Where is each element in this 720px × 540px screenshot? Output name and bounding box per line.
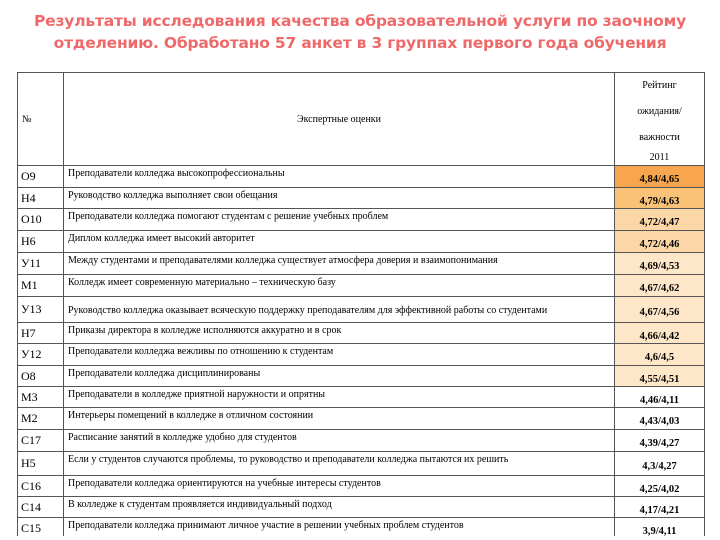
row-rating-value: 4,72/4,46 [615, 231, 705, 253]
row-description: Преподаватели в колледже приятной наружности и опрятны [64, 387, 615, 408]
row-rating-value: 3,9/4,11 [615, 518, 705, 539]
row-description: Колледж имеет современную материально – техническую базу [64, 275, 615, 297]
results-table [17, 72, 705, 539]
table-row [18, 344, 705, 366]
header-rating-line-1: Рейтинг [642, 80, 677, 91]
table-header-row [18, 73, 705, 166]
row-description: В колледже к студентам проявляется индивидуальный подход [64, 497, 615, 518]
table-row [18, 323, 705, 344]
row-description: Диплом колледжа имеет высокий авторитет [64, 231, 615, 253]
row-number: С15 [18, 518, 64, 539]
header-expert-ratings: Экспертные оценки [64, 73, 615, 166]
table-row [18, 166, 705, 188]
title-line-2: отделению. Обработано 57 анкет в 3 группах первого года обучения [53, 34, 667, 52]
row-description: Преподаватели колледжа вежливы по отношению к студентам [64, 344, 615, 366]
row-rating-value: 4,43/4,03 [615, 408, 705, 430]
row-number: У12 [18, 344, 64, 366]
row-number: С16 [18, 476, 64, 497]
row-rating-value: 4,67/4,56 [615, 297, 705, 323]
row-rating-value: 4,25/4,02 [615, 476, 705, 497]
bottom-cut [0, 536, 720, 540]
row-number: Н5 [18, 452, 64, 476]
table-row [18, 452, 705, 476]
row-description: Если у студентов случаются проблемы, то руководство и преподаватели колледжа пытаются их решить [64, 452, 615, 476]
row-rating-value: 4,46/4,11 [615, 387, 705, 408]
row-description: Преподаватели колледжа высокопрофессиональны [64, 166, 615, 188]
row-number: О9 [18, 166, 64, 188]
table-row [18, 231, 705, 253]
row-description: Между студентами и преподавателями колледжа существует атмосфера доверия и взаимопонимания [64, 253, 615, 275]
page-title [0, 10, 720, 54]
table-row [18, 297, 705, 323]
row-number: Н7 [18, 323, 64, 344]
table-row [18, 387, 705, 408]
header-rating [615, 73, 705, 166]
row-number: О8 [18, 366, 64, 387]
row-description: Преподаватели колледжа помогают студентам с решение учебных проблем [64, 209, 615, 231]
row-rating-value: 4,79/4,63 [615, 188, 705, 209]
row-number: М1 [18, 275, 64, 297]
table-row [18, 209, 705, 231]
row-description: Преподаватели колледжа дисциплинированы [64, 366, 615, 387]
row-rating-value: 4,72/4,47 [615, 209, 705, 231]
table-row [18, 497, 705, 518]
header-rating-line-2: ожидания/ [637, 106, 682, 117]
row-description: Руководство колледжа выполняет свои обещания [64, 188, 615, 209]
table-row [18, 253, 705, 275]
row-number: М2 [18, 408, 64, 430]
header-number: № [18, 73, 64, 166]
table-row [18, 188, 705, 209]
row-description: Приказы директора в колледже исполняются аккуратно и в срок [64, 323, 615, 344]
row-rating-value: 4,55/4,51 [615, 366, 705, 387]
row-description: Преподаватели колледжа принимают личное участие в решении учебных проблем студентов [64, 518, 615, 539]
row-rating-value: 4,39/4,27 [615, 430, 705, 452]
row-number: О10 [18, 209, 64, 231]
header-rating-line-3: важности [639, 132, 680, 143]
row-description: Расписание занятий в колледже удобно для студентов [64, 430, 615, 452]
row-rating-value: 4,3/4,27 [615, 452, 705, 476]
row-description: Интерьеры помещений в колледже в отличном состоянии [64, 408, 615, 430]
row-number: Н6 [18, 231, 64, 253]
row-rating-value: 4,66/4,42 [615, 323, 705, 344]
row-description: Руководство колледжа оказывает всяческую поддержку преподавателям для эффективной работы со студентами [64, 297, 615, 323]
row-rating-value: 4,69/4,53 [615, 253, 705, 275]
row-number: С17 [18, 430, 64, 452]
title-line-1: Результаты исследования качества образовательной услуги по заочному [34, 12, 686, 30]
row-description: Преподаватели колледжа ориентируются на учебные интересы студентов [64, 476, 615, 497]
row-number: У13 [18, 297, 64, 323]
row-rating-value: 4,6/4,5 [615, 344, 705, 366]
row-number: Н4 [18, 188, 64, 209]
row-number: У11 [18, 253, 64, 275]
row-rating-value: 4,67/4,62 [615, 275, 705, 297]
table-row [18, 275, 705, 297]
header-rating-year: 2011 [649, 152, 670, 163]
row-rating-value: 4,17/4,21 [615, 497, 705, 518]
table-row [18, 366, 705, 387]
row-number: М3 [18, 387, 64, 408]
table-row [18, 476, 705, 497]
row-rating-value: 4,84/4,65 [615, 166, 705, 188]
table-row [18, 430, 705, 452]
table-row [18, 408, 705, 430]
row-number: С14 [18, 497, 64, 518]
